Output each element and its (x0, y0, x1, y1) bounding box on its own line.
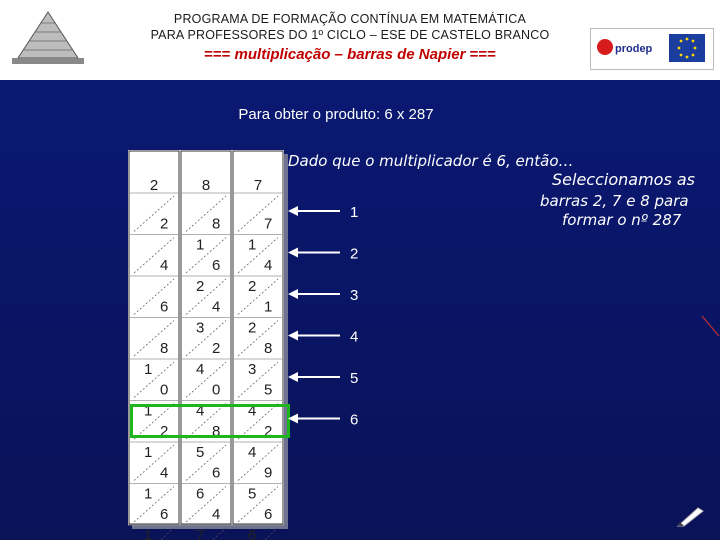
page-title (120, 46, 580, 63)
napier-bars-svg (128, 150, 284, 540)
slide-edge-line-icon (700, 314, 720, 338)
note-line-1: Dado que o multiplicador é 6, então… (288, 152, 574, 170)
cell-units: 9 (264, 464, 273, 482)
note-line-3: barras 2, 7 e 8 para (540, 192, 689, 210)
bar-header-2: 7 (253, 177, 263, 194)
highlight-row-6 (130, 404, 290, 438)
pen-icon (676, 502, 706, 528)
prodep-logo-icon (595, 33, 653, 63)
cell-tens: 4 (196, 361, 205, 378)
cell-tens: 1 (196, 236, 205, 254)
cell-units: 5 (264, 381, 273, 399)
arrow-head-icon (288, 289, 298, 299)
cell-units: 8 (160, 340, 169, 357)
multiplier-label: 2 (350, 245, 359, 263)
multiplier-arrow-2 (288, 246, 358, 263)
napier-bar-1 (181, 151, 231, 524)
multiplier-arrow-3 (288, 287, 358, 304)
prodep-text: prodep (615, 43, 653, 55)
title-main: multiplicação – barras de Napier (234, 46, 466, 63)
multiplier-arrow-4 (288, 329, 358, 346)
cell-tens: 4 (248, 402, 257, 420)
bar-header-0: 2 (149, 177, 159, 194)
eu-flag-icon (669, 34, 705, 62)
multiplier-label: 5 (350, 370, 359, 387)
cell-units: 0 (212, 381, 221, 399)
cell-units: 8 (264, 340, 273, 357)
cell-units: 2 (160, 215, 169, 233)
napier-bar-0 (129, 151, 179, 524)
cell-units: 2 (264, 423, 273, 440)
multiplier-label: 3 (350, 287, 359, 304)
napier-bar-2 (233, 151, 283, 524)
pyramid-logo-icon (8, 8, 88, 66)
cell-units: 6 (212, 257, 221, 274)
multiplier-arrow-5 (288, 370, 358, 387)
multiplier-arrow-1 (288, 204, 358, 221)
cell-tens: 1 (144, 527, 153, 540)
multiplier-label: 6 (350, 411, 359, 429)
cell-diagonal (134, 528, 174, 540)
title-prefix: === (204, 46, 235, 63)
cell-tens: 1 (144, 361, 153, 378)
cell-units: 6 (264, 506, 273, 523)
header-banner (0, 0, 720, 80)
instruction-text: Para obter o produto: 6 x 287 (238, 106, 434, 123)
cell-units: 6 (160, 298, 169, 316)
multiplier-label: 4 (350, 328, 359, 346)
cell-tens: 1 (248, 236, 257, 254)
header-line-2: PARA PROFESSORES DO 1º CICLO – ESE DE CASTELO BRANCO (150, 28, 550, 42)
cell-tens: 3 (248, 361, 257, 378)
cell-tens: 4 (248, 444, 257, 461)
cell-tens: 5 (248, 485, 257, 503)
cell-units: 1 (264, 298, 273, 316)
cell-tens: 6 (196, 485, 205, 503)
arrow-head-icon (288, 331, 298, 341)
cell-units: 6 (160, 506, 169, 523)
note-line-4: formar o nº 287 (562, 211, 682, 229)
cell-tens: 2 (196, 278, 205, 295)
multiplier-label: 1 (350, 204, 359, 221)
arrow-head-icon (288, 248, 298, 258)
cell-units: 6 (212, 464, 221, 482)
title-suffix: === (465, 46, 496, 63)
header-line-1: PROGRAMA DE FORMAÇÃO CONTÍNUA EM MATEMÁTICA (173, 12, 527, 26)
cell-units: 4 (212, 298, 221, 316)
cell-units: 7 (264, 215, 273, 233)
bar-header-1: 8 (201, 177, 211, 194)
multiplier-arrow-6 (288, 412, 358, 429)
cell-tens: 5 (196, 444, 205, 461)
cell-tens: 4 (196, 402, 205, 420)
cell-diagonal (238, 528, 278, 540)
cell-diagonal (186, 528, 226, 540)
cell-tens: 2 (248, 319, 257, 337)
cell-tens: 7 (196, 527, 205, 540)
arrow-head-icon (288, 206, 298, 216)
cell-units: 0 (160, 381, 169, 399)
cell-units: 8 (212, 423, 221, 440)
cell-units: 4 (264, 257, 273, 274)
cell-units: 2 (160, 423, 169, 440)
cell-tens: 3 (196, 319, 205, 337)
sponsor-logos (590, 28, 714, 70)
napier-board (128, 150, 284, 540)
cell-units: 4 (212, 506, 221, 523)
cell-units: 4 (160, 257, 169, 274)
note-line-2: Seleccionamos as (552, 170, 695, 189)
cell-units: 2 (212, 340, 221, 357)
cell-tens: 1 (144, 444, 153, 461)
arrow-head-icon (288, 372, 298, 382)
cell-tens: 1 (144, 485, 153, 503)
cell-units: 8 (212, 215, 221, 233)
cell-units: 4 (160, 464, 169, 482)
cell-tens: 1 (144, 402, 153, 420)
cell-tens: 2 (248, 278, 257, 295)
cell-tens: 6 (248, 527, 257, 540)
arrows-svg (280, 170, 370, 429)
